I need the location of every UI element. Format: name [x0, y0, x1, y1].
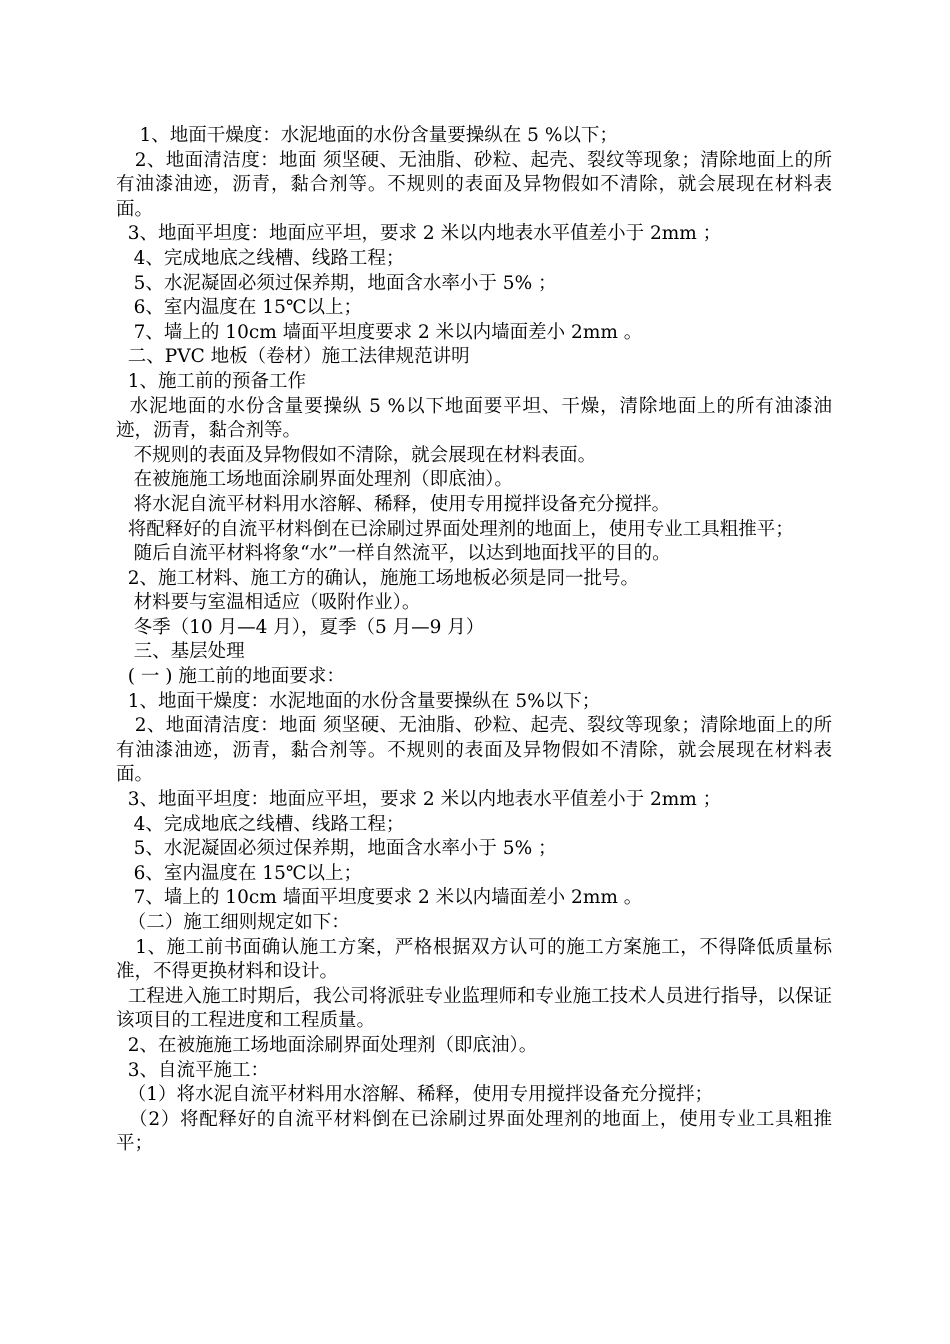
paragraph: 2、地面清洁度：地面 须坚硬、无油脂、砂粒、起壳、裂纹等现象；清除地面上的所有油漆油迹，沥青，黏合剂等。不规则的表面及异物假如不清除，就会展现在材料表面。 [116, 715, 832, 786]
paragraph: 二、PVC 地板（卷材）施工法律规范讲明 [116, 346, 470, 368]
paragraph: （二）施工细则规定如下： [116, 912, 350, 933]
paragraph: 5、水泥凝固必须过保养期，地面含水率小于 5% ； [116, 838, 557, 860]
paragraph: 3、地面平坦度：地面应平坦，要求 2 米以内地表水平值差小于 2mm ； [116, 789, 722, 811]
paragraph: 2、地面清洁度：地面 须坚硬、无油脂、砂粒、起壳、裂纹等现象；清除地面上的所有油漆油迹，沥青，黏合剂等。不规则的表面及异物假如不清除，就会展现在材料表面。 [116, 149, 832, 220]
paragraph: 材料要与室温相适应（吸附作业）。 [116, 592, 421, 614]
paragraph: 1、施工前的预备工作 [116, 370, 307, 392]
paragraph: 1、地面干燥度：水泥地面的水份含量要操纵在 5 %以下； [116, 125, 618, 146]
paragraph: 1、地面干燥度：水泥地面的水份含量要操纵在 5%以下； [116, 690, 601, 712]
paragraph: 水泥地面的水份含量要操纵 5 %以下地面要平坦、干燥，清除地面上的所有油漆油迹，沥青，黏合剂等。 [116, 395, 832, 442]
paragraph: 6、室内温度在 15℃以上； [116, 297, 363, 319]
paragraph: 将水泥自流平材料用水溶解、稀释，使用专用搅拌设备充分搅拌。 [116, 493, 671, 515]
paragraph: 冬季（10 月—4 月），夏季（5 月—9 月） [116, 616, 485, 638]
document-body [116, 124, 832, 1157]
paragraph: 4、完成地底之线槽、线路工程； [116, 247, 405, 269]
paragraph: （2）将配释好的自流平材料倒在已涂刷过界面处理剂的地面上，使用专业工具粗推平； [116, 1108, 832, 1155]
paragraph: 4、完成地底之线槽、线路工程； [116, 813, 405, 835]
paragraph: 随后自流平材料将象“水”一样自然流平，以达到地面找平的目的。 [116, 543, 671, 565]
paragraph: （1）将水泥自流平材料用水溶解、稀释，使用专用搅拌设备充分搅拌； [116, 1084, 714, 1106]
paragraph: 6、室内温度在 15℃以上； [116, 862, 363, 884]
paragraph: 2、施工材料、施工方的确认，施施工场地板必须是同一批号。 [116, 567, 640, 589]
paragraph: 1、施工前书面确认施工方案，严格根据双方认可的施工方案施工，不得降低质量标准，不得更换材料和设计。 [116, 936, 832, 983]
paragraph: 2、在被施施工场地面涂刷界面处理剂（即底油）。 [116, 1034, 538, 1056]
paragraph: 在被施施工场地面涂刷界面处理剂（即底油）。 [116, 469, 513, 491]
paragraph: 7、墙上的 10cm 墙面平坦度要求 2 米以内墙面差小 2mm 。 [116, 321, 643, 343]
paragraph: 3、自流平施工： [116, 1059, 270, 1081]
paragraph: 7、墙上的 10cm 墙面平坦度要求 2 米以内墙面差小 2mm 。 [116, 887, 643, 909]
paragraph: 工程进入施工时期后，我公司将派驻专业监理师和专业施工技术人员进行指导，以保证该项目的工程进度和工程质量。 [116, 985, 832, 1032]
paragraph: ( 一 ) 施工前的地面要求： [116, 666, 345, 688]
paragraph: 将配释好的自流平材料倒在已涂刷过界面处理剂的地面上，使用专业工具粗推平； [116, 518, 794, 540]
paragraph: 三、基层处理 [116, 641, 245, 663]
paragraph: 5、水泥凝固必须过保养期，地面含水率小于 5% ； [116, 272, 557, 294]
paragraph: 不规则的表面及异物假如不清除，就会展现在材料表面。 [116, 444, 597, 466]
paragraph: 3、地面平坦度：地面应平坦，要求 2 米以内地表水平值差小于 2mm ； [116, 223, 722, 245]
